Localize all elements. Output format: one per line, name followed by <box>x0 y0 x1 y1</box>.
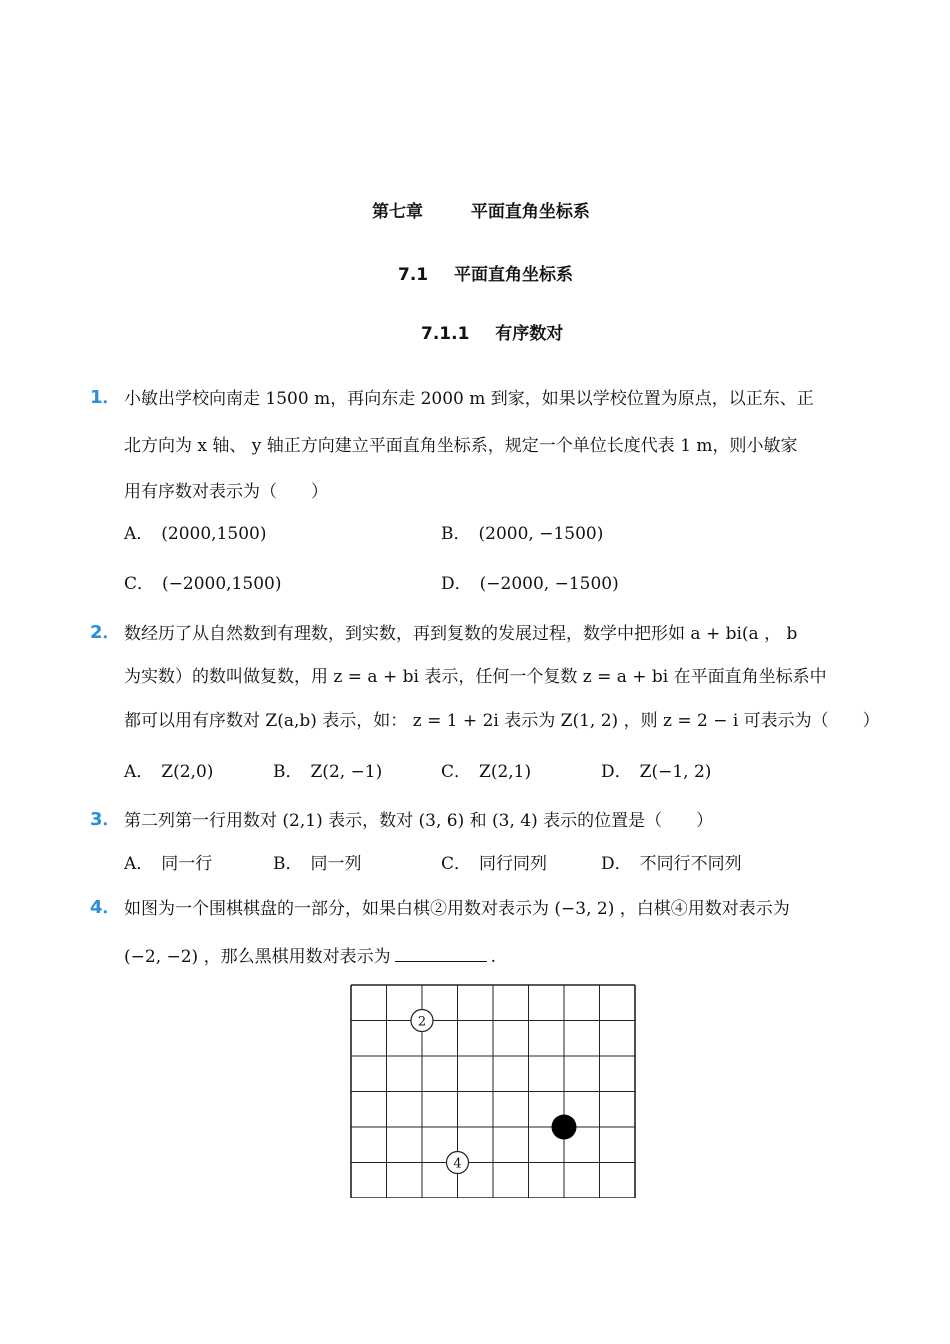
question-2-number: 2． <box>90 622 121 643</box>
chapter-title <box>372 197 590 222</box>
option-text: (−2000,1500) <box>162 574 282 594</box>
question-2-line-1: 数经历了从自然数到有理数，到实数，再到复数的发展过程，数学中把形如 a + bi(a ， b <box>124 624 798 644</box>
chapter-number: 第七章 <box>372 202 423 222</box>
question-1-number: 1． <box>90 387 121 408</box>
go-board <box>350 984 636 1198</box>
option-label: C． <box>441 854 472 874</box>
option-text: 同行同列 <box>479 854 548 874</box>
question-1-option-d[interactable] <box>441 569 619 594</box>
question-4-number: 4． <box>90 897 121 918</box>
answer-blank[interactable] <box>395 947 487 962</box>
option-label: C． <box>124 574 155 594</box>
question-3-option-d[interactable] <box>601 849 742 874</box>
subsection-name: 有序数对 <box>495 324 564 344</box>
question-2-option-c[interactable] <box>441 757 531 782</box>
option-label: A． <box>124 762 154 782</box>
option-text: 同一行 <box>161 854 213 874</box>
section-title <box>398 260 573 285</box>
option-label: A． <box>124 524 154 544</box>
question-3-number: 3． <box>90 809 121 830</box>
question-2-option-d[interactable] <box>601 757 711 782</box>
question-1-line-1: 小敏出学校向南走 1500 m，再向东走 2000 m 到家，如果以学校位置为原点，以正东、正 <box>124 389 814 409</box>
question-3-option-c[interactable] <box>441 849 547 874</box>
question-2-line-2: 为实数）的数叫做复数，用 z = a + bi 表示，任何一个复数 z = a + bi 在平面直角坐标系中 <box>124 667 827 687</box>
option-label: C． <box>441 762 472 782</box>
question-2-option-a[interactable] <box>124 757 213 782</box>
option-label: B． <box>441 524 471 544</box>
question-1-line-2: 北方向为 x 轴、 y 轴正方向建立平面直角坐标系，规定一个单位长度代表 1 m，则小敏家 <box>124 436 798 456</box>
option-text: Z(2,0) <box>161 762 214 782</box>
option-text: Z(2, −1) <box>310 762 383 782</box>
question-3-option-a[interactable] <box>124 849 212 874</box>
subsection-number: 7.1.1 <box>421 324 470 344</box>
question-4-trailing: . <box>490 947 497 967</box>
section-name: 平面直角坐标系 <box>453 265 573 285</box>
option-text: 同一列 <box>310 854 362 874</box>
question-1-option-c[interactable] <box>124 569 281 594</box>
option-text: 不同行不同列 <box>639 854 742 874</box>
option-label: B． <box>273 854 303 874</box>
option-text: (2000,1500) <box>161 524 267 544</box>
question-1-option-b[interactable] <box>441 519 603 544</box>
option-label: D． <box>601 762 632 782</box>
black-stone <box>552 1115 577 1140</box>
option-label: D． <box>441 574 472 594</box>
question-3-line-1: 第二列第一行用数对 (2,1) 表示，数对 (3, 6) 和 (3, 4) 表示的位置是（ ） <box>124 811 714 831</box>
chapter-name: 平面直角坐标系 <box>470 202 590 222</box>
question-4-line-1: 如图为一个围棋棋盘的一部分，如果白棋②用数对表示为 (−3, 2) ，白棋④用数对表示为 <box>124 899 790 919</box>
board-grid <box>351 985 635 1198</box>
question-4-line-2-text: (−2, −2) ，那么黑棋用数对表示为 <box>124 947 391 967</box>
option-text: Z(2,1) <box>479 762 532 782</box>
option-text: (−2000, −1500) <box>479 574 619 594</box>
white-stone-label: 2 <box>417 1014 427 1030</box>
subsection-title <box>421 319 563 344</box>
section-number: 7.1 <box>398 265 429 285</box>
question-2-option-b[interactable] <box>273 757 382 782</box>
question-4-line-2 <box>124 942 496 967</box>
option-label: D． <box>601 854 632 874</box>
option-text: Z(−1, 2) <box>639 762 712 782</box>
question-1-option-a[interactable] <box>124 519 266 544</box>
option-label: B． <box>273 762 303 782</box>
white-stone-label: 4 <box>453 1156 462 1172</box>
option-label: A． <box>124 854 154 874</box>
question-1-line-3: 用有序数对表示为（ ） <box>124 482 328 502</box>
question-3-option-b[interactable] <box>273 849 362 874</box>
question-2-line-3: 都可以用有序数对 Z(a,b) 表示，如： z = 1 + 2i 表示为 Z(1, 2) ，则 z = 2 − i 可表示为（ ） <box>124 711 880 731</box>
option-text: (2000, −1500) <box>478 524 604 544</box>
